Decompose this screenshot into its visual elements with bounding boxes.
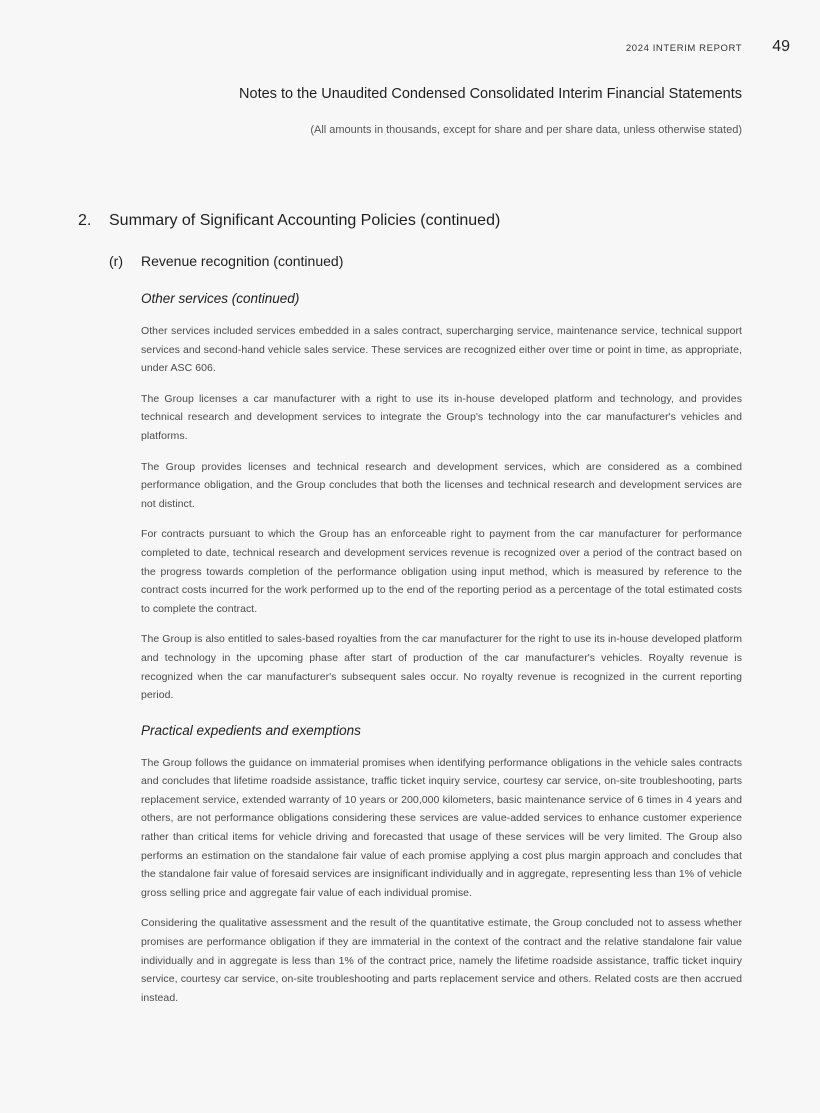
paragraph: Considering the qualitative assessment and the result of the quantitative estimate, the Group concluded not to assess whether promises are performance obligation if they are immaterial in the context of the contract and the relative standalone fair value individually and in aggregate is less than 1% of the contract price, namely the lifetime roadside assistance, traffic ticket inquiry service, courtesy car service, on-site troubleshooting and parts replacement service and others. Related costs are then accrued instead. [141, 917, 742, 1004]
topic-heading-other-services: Other services (continued) [141, 291, 300, 306]
topic-heading-practical-expedients: Practical expedients and exemptions [141, 722, 361, 738]
content-body [141, 291, 742, 1019]
paragraph: For contracts pursuant to which the Group has an enforceable right to payment from the car manufacturer for performance completed to date, technical research and development services revenue is recognized over a period of the contract based on the progress towards completion of the performance obligation using input method, which is measured by reference to the contract costs incurred for the work performed up to the end of the reporting period as a percentage of the total estimated costs to complete the contract. [141, 528, 742, 615]
paragraph: The Group provides licenses and technical research and development services, which are considered as a combined performance obligation, and the Group concludes that both the licenses and technical research and development services are not distinct. [141, 460, 742, 510]
paragraph: The Group licenses a car manufacturer with a right to use its in-house developed platform and technology, and provides technical research and development services to integrate the Group's technology into the car manufacturer's vehicles and platforms. [141, 392, 742, 442]
paragraph: The Group is also entitled to sales-based royalties from the car manufacturer for the right to use its in-house developed platform and technology in the upcoming phase after start of production of the car manufacturer's vehicles. Royalty revenue is recognized when the car manufacturer's subsequent sales occur. No royalty revenue is recognized in the current reporting period. [141, 633, 742, 702]
paragraph: The Group follows the guidance on immaterial promises when identifying performance obligations in the vehicle sales contracts and concludes that lifetime roadside assistance, traffic ticket inquiry service, courtesy car service, on-site troubleshooting, parts replacement service, extended warranty of 10 years or 200,000 kilometers, basic maintenance service of 6 times in 4 years and others, are not performance obligations considering these services are value-added services to enhance customer experience rather than critical items for vehicle driving and forecasted that usage of these services will be very limited. The Group also performs an estimation on the standalone fair value of each promise applying a cost plus margin approach and concludes that the standalone fair value of foresaid services are insignificant individually and in aggregate, representing less than 1% of vehicle gross selling price and aggregate fair value of each individual promise. [141, 756, 742, 899]
report-label: 2024 INTERIM REPORT [625, 43, 743, 54]
notes-title: Notes to the Unaudited Condensed Consolidated Interim Financial Statements [239, 86, 742, 102]
section-heading [78, 212, 500, 230]
page-number: 49 [772, 38, 790, 55]
section-number: 2. [78, 212, 92, 229]
subsection-heading [109, 253, 343, 269]
amounts-note: (All amounts in thousands, except for share and per share data, unless otherwise stated) [310, 124, 742, 136]
subsection-number: (r) [109, 253, 123, 269]
paragraph: Other services included services embedded in a sales contract, supercharging service, maintenance service, technical support services and second-hand vehicle sales service. These services are recognized either over time or point in time, as appropriate, under ASC 606. [141, 325, 742, 375]
subsection-title: Revenue recognition (continued) [141, 253, 344, 269]
section-title: Summary of Significant Accounting Policies (continued) [109, 212, 501, 229]
running-header [626, 38, 790, 56]
